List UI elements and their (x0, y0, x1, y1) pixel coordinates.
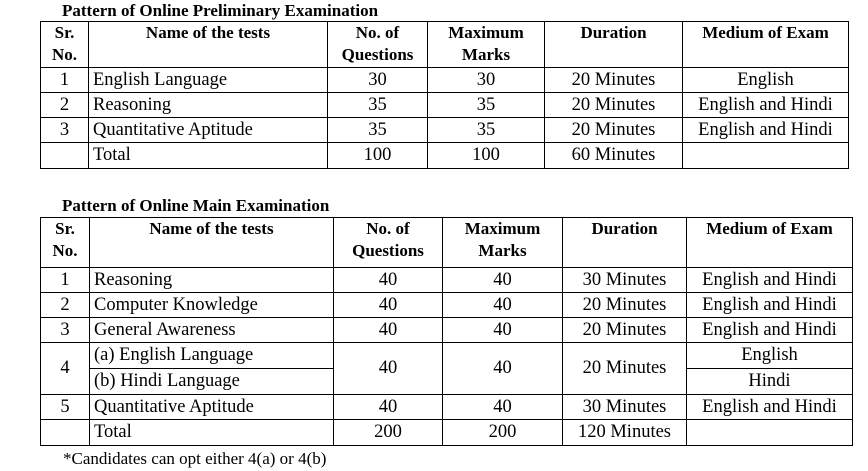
table-cell-marks: 40 (443, 293, 563, 318)
total-questions: 100 (328, 143, 428, 169)
table-cell-medium-b: Hindi (687, 369, 853, 395)
table-cell-duration: 20 Minutes (545, 93, 683, 118)
table-cell-marks: 35 (428, 118, 545, 143)
table-cell-name: Reasoning (89, 93, 328, 118)
table-cell-medium: English and Hindi (687, 318, 853, 343)
header-marks-line1: Maximum (464, 219, 541, 238)
table-cell-name: Quantitative Aptitude (90, 395, 334, 420)
total-label: Total (89, 143, 328, 169)
header-name-text: Name of the tests (145, 23, 271, 42)
table-cell-medium: English and Hindi (687, 268, 853, 293)
table-cell-duration: 20 Minutes (545, 118, 683, 143)
table-cell-questions: 40 (334, 268, 443, 293)
table-cell-medium: English (683, 68, 849, 93)
table-cell-medium-a: English (687, 343, 853, 369)
prelim-table-title: Pattern of Online Preliminary Examination (62, 1, 379, 20)
table-cell-marks: 35 (428, 93, 545, 118)
header-duration-text: Duration (580, 23, 647, 42)
total-questions: 200 (334, 420, 443, 446)
table-cell-sr: 3 (41, 118, 89, 143)
table-cell-sr: 1 (41, 268, 90, 293)
header-marks (443, 218, 563, 268)
table-cell-questions: 40 (334, 293, 443, 318)
total-label: Total (90, 420, 334, 446)
header-sr (41, 218, 90, 268)
header-medium (683, 22, 849, 68)
table-cell-duration: 20 Minutes (563, 343, 687, 395)
table-cell-name-a: (a) English Language (90, 343, 334, 369)
table-cell-questions: 40 (334, 343, 443, 395)
header-marks-line1: Maximum (448, 23, 524, 42)
header-sr (41, 22, 89, 68)
table-cell-sr (41, 143, 89, 169)
header-questions-line1: No. of (355, 23, 400, 42)
header-questions-line1: No. of (366, 219, 410, 238)
header-medium (687, 218, 853, 268)
table-cell-name: Quantitative Aptitude (89, 118, 328, 143)
table-cell-name-b: (b) Hindi Language (90, 369, 334, 395)
table-cell-medium: English and Hindi (687, 395, 853, 420)
table-cell-sr: 2 (41, 93, 89, 118)
table-cell-name: Computer Knowledge (90, 293, 334, 318)
total-duration: 60 Minutes (545, 143, 683, 169)
table-cell-sr: 2 (41, 293, 90, 318)
header-marks (428, 22, 545, 68)
header-medium-text: Medium of Exam (706, 219, 833, 238)
prelim-exam-table (40, 21, 849, 169)
header-name (90, 218, 334, 268)
header-marks-line2: Marks (461, 45, 511, 64)
header-name (89, 22, 328, 68)
header-sr-line1: Sr. (54, 23, 75, 42)
header-sr-line2: No. (52, 241, 78, 260)
table-cell-marks: 40 (443, 395, 563, 420)
table-cell-sr: 5 (41, 395, 90, 420)
table-cell-duration: 20 Minutes (563, 293, 687, 318)
table-cell-duration: 30 Minutes (563, 268, 687, 293)
table-cell-medium (687, 420, 853, 446)
header-duration (563, 218, 687, 268)
table-cell-duration: 20 Minutes (563, 318, 687, 343)
header-questions (334, 218, 443, 268)
table-cell-marks: 40 (443, 318, 563, 343)
table-cell-questions: 35 (328, 93, 428, 118)
table-cell-sr (41, 420, 90, 446)
table-cell-marks: 30 (428, 68, 545, 93)
table-cell-medium: English and Hindi (687, 293, 853, 318)
table-cell-sr: 1 (41, 68, 89, 93)
table-cell-name: General Awareness (90, 318, 334, 343)
table-cell-questions: 40 (334, 318, 443, 343)
header-sr-line1: Sr. (55, 219, 75, 238)
header-duration-text: Duration (591, 219, 658, 238)
total-marks: 200 (443, 420, 563, 446)
table-cell-questions: 40 (334, 395, 443, 420)
table-cell-medium: English and Hindi (683, 118, 849, 143)
table-cell-name: English Language (89, 68, 328, 93)
header-duration (545, 22, 683, 68)
table-cell-duration: 20 Minutes (545, 68, 683, 93)
table-cell-name: Reasoning (90, 268, 334, 293)
total-duration: 120 Minutes (563, 420, 687, 446)
header-marks-line2: Marks (478, 241, 527, 260)
table-cell-marks: 40 (443, 268, 563, 293)
main-exam-table (40, 217, 853, 446)
header-questions (328, 22, 428, 68)
table-cell-questions: 30 (328, 68, 428, 93)
header-medium-text: Medium of Exam (702, 23, 829, 42)
table-cell-medium (683, 143, 849, 169)
main-table-title: Pattern of Online Main Examination (62, 196, 330, 215)
header-questions-line2: Questions (341, 45, 414, 64)
table-cell-medium: English and Hindi (683, 93, 849, 118)
table-cell-questions: 35 (328, 118, 428, 143)
table-cell-duration: 30 Minutes (563, 395, 687, 420)
header-name-text: Name of the tests (149, 219, 274, 238)
footnote: *Candidates can opt either 4(a) or 4(b) (63, 449, 327, 468)
header-sr-line2: No. (51, 45, 78, 64)
table-cell-sr: 3 (41, 318, 90, 343)
table-cell-sr: 4 (41, 343, 90, 395)
total-marks: 100 (428, 143, 545, 169)
table-cell-marks: 40 (443, 343, 563, 395)
header-questions-line2: Questions (352, 241, 424, 260)
